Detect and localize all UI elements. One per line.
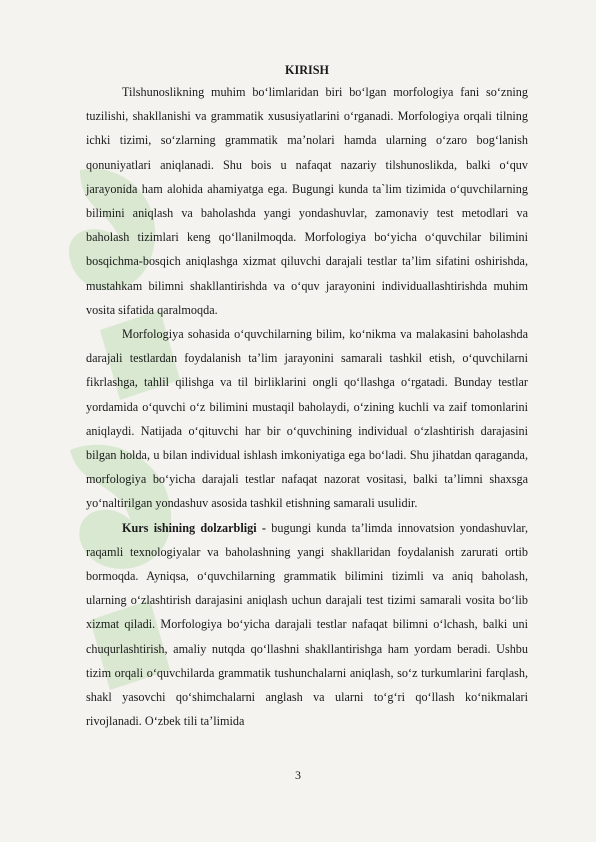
document-body	[86, 60, 528, 733]
paragraph-1: Tilshunoslikning muhim bo‘limlaridan biri bo‘lgan morfologiya fani so‘zning tuzilishi, shakllanishi va grammatik xususiyatlarini o‘rganadi. Morfologiya orqali tilning ichki tizimi, so‘zlarning grammatik ma’nolari hamda ularning o‘zaro bog‘lanish qonuniyatlari aniqlanadi. Shu bois u nafaqat nazariy tilshunoslikda, balki o‘quv jarayonida ham alohida ahamiyatga ega. Bugungi kunda ta`lim tizimida o‘quvchilarning bilimini aniqlash va baholashda yangi yondashuvlar, zamonaviy test metodlari va baholash tizimlari keng qo‘llanilmoqda. Morfologiya bo‘yicha o‘quvchilar bilimini bosqichma-bosqich aniqlashga xizmat qiluvchi darajali testlar ta’lim sifatini oshirishda, mustahkam bilimni shakllantirishda va o‘quv jarayonini individuallashtirishda muhim vosita sifatida qaralmoqda.	[86, 85, 528, 317]
paragraph-3	[86, 516, 528, 734]
page-number: 3	[295, 768, 301, 782]
paragraph-3-lead: Kurs ishining dolzarbligi -	[122, 520, 266, 535]
paragraph-3-text: bugungi kunda ta’limda innovatsion yondashuvlar, raqamli texnologiyalar va baholashning yangi shakllaridan foydalanish zarurati ortib bormoqda. Ayniqsa, o‘quvchilarning grammatik bilimini tizimli va aniq baholash, ularning o‘zlashtirish darajasini aniqlash uchun darajali test tizimi samarali vosita bo‘lib xizmat qiladi. Morfologiya bo‘yicha darajali testlar nafaqat bilimni o‘lchash, balki uni chuqurlashtirish, amaliy nutqda qo‘llashni shakllantirishga ham yordam beradi. Ushbu tizim orqali o‘quvchilarda grammatik tushunchalarni aniqlash, so‘z turkumlarini farqlash, shakl yasovchi qo‘shimchalarni anglash va ularni to‘g‘ri qo‘llash ko‘nikmalari rivojlanadi. O‘zbek tili ta’limida	[86, 520, 529, 729]
page-title: KIRISH	[284, 63, 330, 77]
paragraph-2: Morfologiya sohasida o‘quvchilarning bilim, ko‘nikma va malakasini baholashda darajali testlardan foydalanish ta’lim jarayonini samarali tashkil etish, o‘quvchilarni fikrlashga, tahlil qilishga va til birliklarini ongli qo‘llashga o‘rgatadi. Bunday testlar yordamida o‘quvchi o‘z bilimini mustaqil baholaydi, o‘zining kuchli va zaif tomonlarini aniqlaydi. Natijada o‘qituvchi har bir o‘quvchining individual o‘zlashtirish darajasini bilgan holda, u bilan individual ishlash imkoniyatiga ega bo‘ladi. Shu jihatdan qaraganda, morfologiya bo‘yicha darajali testlar nafaqat nazorat vositasi, balki ta’limni shaxsga yo‘naltirilgan yondashuv asosida tashkil etishning samarali usulidir.	[86, 327, 528, 511]
